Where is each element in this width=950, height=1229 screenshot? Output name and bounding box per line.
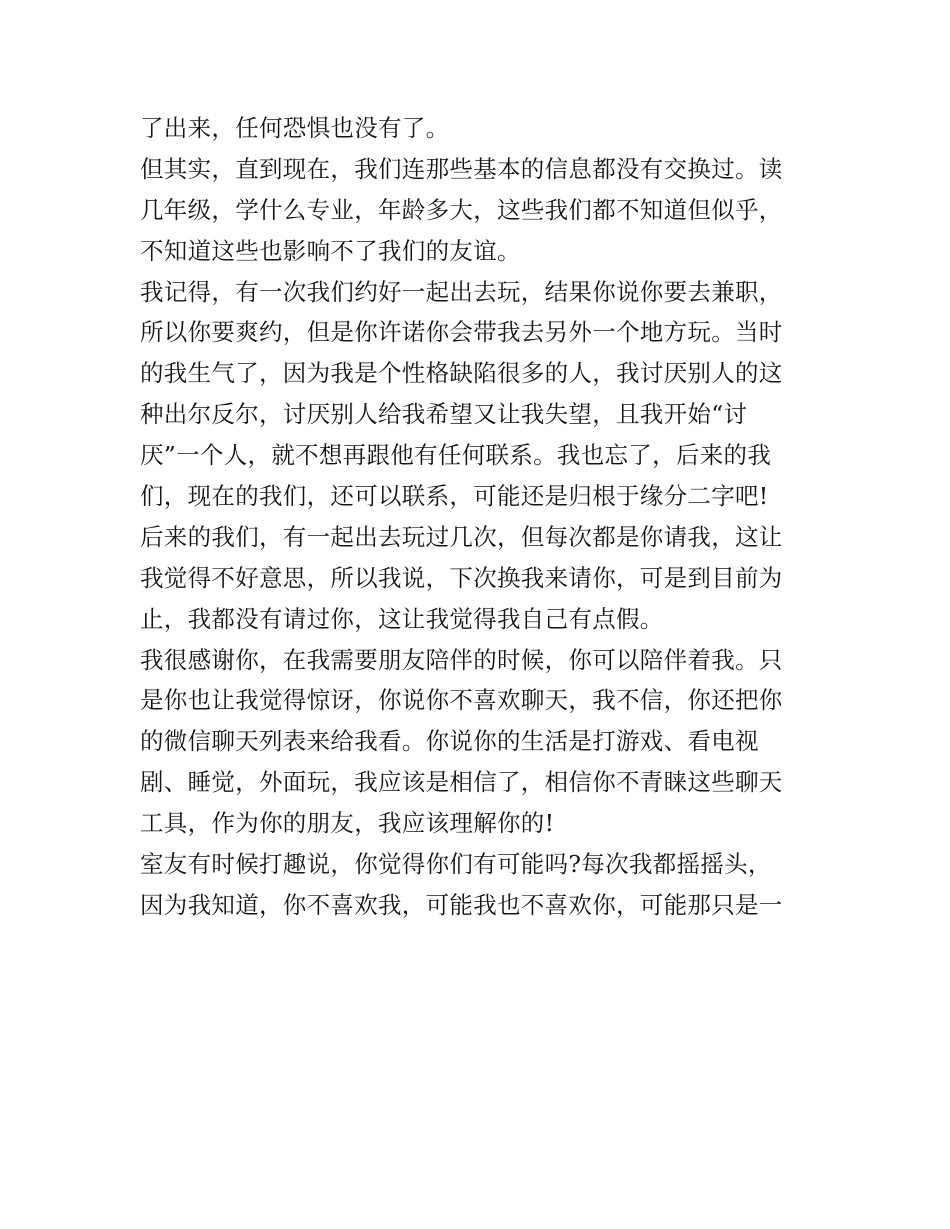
text-line: 室友有时候打趣说，你觉得你们有可能吗?每次我都摇摇头， — [140, 850, 772, 879]
text-line: 所以你要爽约，但是你许诺你会带我去另外一个地方玩。当时 — [140, 318, 783, 347]
text-line: 我记得，有一次我们约好一起出去玩，结果你说你要去兼职， — [140, 277, 783, 306]
body-text — [140, 108, 820, 926]
text-line: 几年级，学什么专业，年龄多大，这些我们都不知道但似乎， — [140, 195, 783, 224]
text-line: 的我生气了，因为我是个性格缺陷很多的人，我讨厌别人的这 — [140, 359, 783, 388]
text-line: 我很感谢你，在我需要朋友陪伴的时候，你可以陪伴着我。只 — [140, 645, 783, 674]
text-line: 剧、睡觉，外面玩，我应该是相信了，相信你不青睐这些聊天 — [140, 768, 783, 797]
text-line: 止，我都没有请过你，这让我觉得我自己有点假。 — [140, 604, 664, 633]
text-line: 不知道这些也影响不了我们的友谊。 — [140, 236, 521, 265]
text-line: 厌”一个人，就不想再跟他有任何联系。我也忘了，后来的我 — [140, 441, 772, 470]
text-line: 是你也让我觉得惊讶，你说你不喜欢聊天，我不信，你还把你 — [140, 686, 783, 715]
text-line: 我觉得不好意思，所以我说，下次换我来请你，可是到目前为 — [140, 563, 783, 592]
text-line: 种出尔反尔，讨厌别人给我希望又让我失望，且我开始“讨 — [140, 400, 748, 429]
text-line: 的微信聊天列表来给我看。你说你的生活是打游戏、看电视 — [140, 727, 759, 756]
text-line: 工具，作为你的朋友，我应该理解你的! — [140, 809, 555, 838]
text-line: 了出来，任何恐惧也没有了。 — [140, 114, 450, 142]
text-line: 但其实，直到现在，我们连那些基本的信息都没有交换过。读 — [140, 154, 783, 183]
text-line: 们，现在的我们，还可以联系，可能还是归根于缘分二字吧! — [140, 482, 769, 511]
text-line: 后来的我们，有一起出去玩过几次，但每次都是你请我，这让 — [140, 522, 783, 551]
text-line: 因为我知道，你不喜欢我，可能我也不喜欢你，可能那只是一 — [140, 890, 783, 919]
